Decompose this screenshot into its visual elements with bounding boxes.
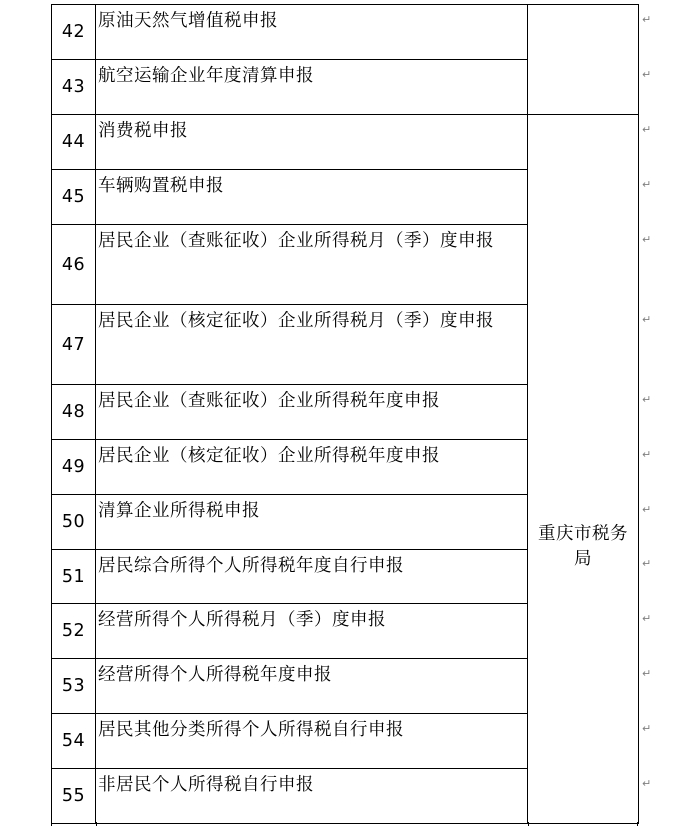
row-number: 44 [52, 115, 96, 170]
row-number: 50 [52, 495, 96, 550]
item-name: 居民企业（核定征收）企业所得税月（季）度申报 [96, 305, 528, 385]
row-number: 54 [52, 714, 96, 769]
paragraph-mark: ↵ [642, 123, 652, 136]
item-name: 原油天然气增值税申报 [96, 5, 528, 60]
paragraph-mark: ↵ [642, 178, 652, 191]
table-row [52, 115, 639, 170]
paragraph-mark: ↵ [642, 777, 652, 790]
row-number: 48 [52, 385, 96, 440]
table-row [52, 5, 639, 60]
row-number: 49 [52, 440, 96, 495]
item-name: 消费税申报 [96, 115, 528, 170]
row-number: 43 [52, 60, 96, 115]
item-name: 居民综合所得个人所得税年度自行申报 [96, 550, 528, 604]
item-name: 居民企业（查账征收）企业所得税年度申报 [96, 385, 528, 440]
row-number: 45 [52, 170, 96, 225]
item-name: 车辆购置税申报 [96, 170, 528, 225]
paragraph-mark: ↵ [642, 667, 652, 680]
row-number: 53 [52, 659, 96, 714]
office-name: 重庆市税务局 [538, 524, 628, 569]
item-name: 居民企业（核定征收）企业所得税年度申报 [96, 440, 528, 495]
row-number: 47 [52, 305, 96, 385]
paragraph-mark: ↵ [642, 393, 652, 406]
office-cell [528, 115, 639, 824]
item-name: 航空运输企业年度清算申报 [96, 60, 528, 115]
row-number: 52 [52, 604, 96, 659]
row-number: 46 [52, 225, 96, 305]
item-name: 居民企业（查账征收）企业所得税月（季）度申报 [96, 225, 528, 305]
paragraph-mark: ↵ [642, 722, 652, 735]
paragraph-mark: ↵ [642, 313, 652, 326]
office-cell-empty [528, 5, 639, 115]
paragraph-mark: ↵ [642, 503, 652, 516]
tax-declaration-table [51, 4, 639, 824]
paragraph-mark: ↵ [642, 233, 652, 246]
paragraph-mark: ↵ [642, 557, 652, 570]
paragraph-mark: ↵ [642, 13, 652, 26]
item-name: 非居民个人所得税自行申报 [96, 769, 528, 824]
paragraph-mark: ↵ [642, 68, 652, 81]
item-name: 清算企业所得税申报 [96, 495, 528, 550]
row-number: 42 [52, 5, 96, 60]
table-continuation-edge [51, 822, 638, 826]
item-name: 经营所得个人所得税月（季）度申报 [96, 604, 528, 659]
item-name: 经营所得个人所得税年度申报 [96, 659, 528, 714]
row-number: 51 [52, 550, 96, 604]
paragraph-mark: ↵ [642, 612, 652, 625]
paragraph-mark: ↵ [642, 448, 652, 461]
item-name: 居民其他分类所得个人所得税自行申报 [96, 714, 528, 769]
row-number: 55 [52, 769, 96, 824]
